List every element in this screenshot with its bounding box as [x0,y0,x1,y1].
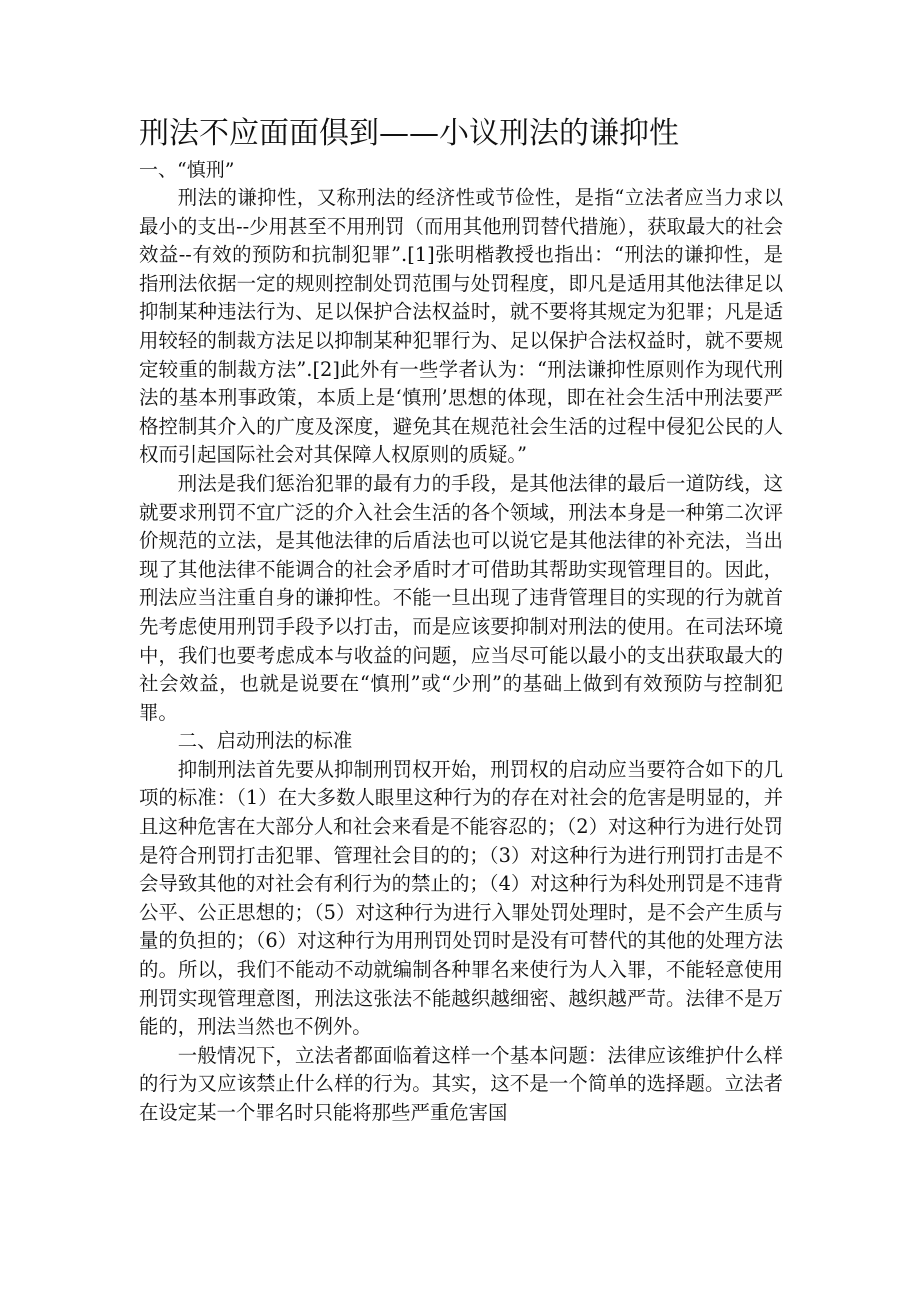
section-heading-2: 二、启动刑法的标准 [177,729,353,753]
paragraph-3: 抑制刑法首先要从抑制刑罚权开始，刑罚权的启动应当要符合如下的几项的标准：（1）在大多数人眼里这种行为的存在对社会的危害是明显的，并且这种危害在大部分人和社会来看是不能容忍的；（2）对这种行为进行处罚是符合刑罚打击犯罪、管理社会目的的；（3）对这种行为进行刑罚打击是不会导致其他的对社会有利行为的禁止的；（4）对这种行为科处刑罚是不违背公平、公正思想的；（5）对这种行为进行入罪处罚处理时，是不会产生质与量的负担的；（6）对这种行为用刑罚处罚时是没有可替代的其他的处理方法的。所以，我们不能动不动就编制各种罪名来使行为人入罪，不能轻意使用刑罚实现管理意图，刑法这张法不能越织越细密、越织越严苛。法律不是万能的，刑法当然也不例外。 [139,757,783,1039]
document-page [139,112,783,1128]
paragraph-4: 一般情况下，立法者都面临着这样一个基本问题：法律应该维护什么样的行为又应该禁止什么样的行为。其实，这不是一个简单的选择题。立法者在设定某一个罪名时只能将那些严重危害国 [139,1043,783,1124]
paragraph-2: 刑法是我们惩治犯罪的最有力的手段，是其他法律的最后一道防线，这就要求刑罚不宜广泛的介入社会生活的各个领域，刑法本身是一种第二次评价规范的立法，是其他法律的后盾法也可以说它是其他法律的补充法，当出现了其他法律不能调合的社会矛盾时才可借助其帮助实现管理目的。因此，刑法应当注重自身的谦抑性。不能一旦出现了违背管理目的实现的行为就首先考虑使用刑罚手段予以打击，而是应该要抑制对刑法的使用。在司法环境中，我们也要考虑成本与收益的问题，应当尽可能以最小的支出获取最大的社会效益，也就是说要在“慎刑”或“少刑”的基础上做到有效预防与控制犯罪。 [139,471,783,724]
section-heading-1: 一、“慎刑” [139,159,235,181]
paragraph-1: 刑法的谦抑性，又称刑法的经济性或节俭性，是指“立法者应当力求以最小的支出--少用甚至不用刑罚（而用其他刑罚替代措施），获取最大的社会效益--有效的预防和抗制犯罪”.[1]张明楷教授也指出：“刑法的谦抑性，是指刑法依据一定的规则控制处罚范围与处罚程度，即凡是适用其他法律足以抑制某种违法行为、足以保护合法权益时，就不要将其规定为犯罪；凡是适用较轻的制裁方法足以抑制某种犯罪行为、足以保护合法权益时，就不要规定较重的制裁方法”.[2]此外有一些学者认为：“刑法谦抑性原则作为现代刑法的基本刑事政策，本质上是‘慎刑’思想的体现，即在社会生活中刑法要严格控制其介入的广度及深度，避免其在规范社会生活的过程中侵犯公民的人权而引起国际社会对其保障人权原则的质疑。” [139,186,783,467]
document-title: 刑法不应面面俱到——小议刑法的谦抑性 [139,116,679,151]
